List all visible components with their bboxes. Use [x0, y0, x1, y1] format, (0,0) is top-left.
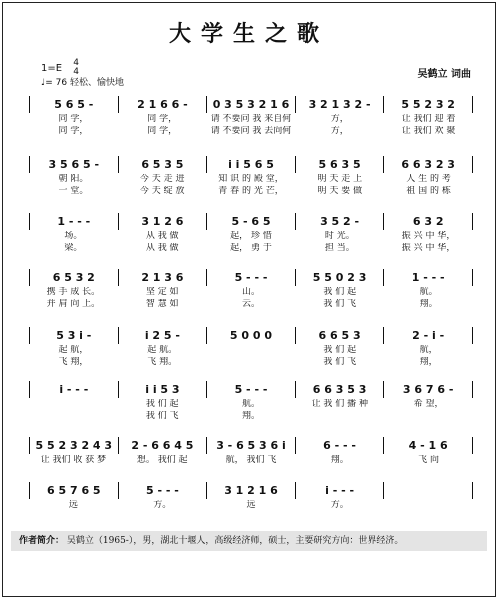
lyric-segment: 航， — [419, 345, 438, 355]
barline — [472, 96, 473, 113]
barline — [472, 213, 473, 230]
lyric-segment — [118, 512, 207, 523]
music-system — [29, 381, 473, 422]
lyric-row — [29, 500, 473, 511]
lyric-segment: 智 慧 如 — [145, 299, 179, 309]
measure: i i 5 6 5 — [228, 158, 274, 171]
lyric-row — [29, 455, 473, 466]
lyric-row — [29, 299, 473, 310]
lyric-segment — [29, 512, 118, 523]
barline — [472, 269, 473, 286]
sheet-music-page — [2, 2, 496, 597]
lyric-segment: 方， — [330, 126, 349, 136]
lyric-segment: 我 们 起 — [323, 287, 357, 297]
lyric-segment: 振 兴 中 华， — [401, 231, 456, 241]
lyric-segment: 飞 向 — [418, 455, 440, 465]
lyric-segment: 我 们 起 — [323, 345, 357, 355]
measure: 6 3 2 — [412, 215, 444, 228]
lyric-segment: 我 们 飞 — [323, 357, 357, 367]
lyric-segment — [384, 467, 473, 478]
lyric-segment: 让 我们 欢 聚 — [401, 126, 456, 136]
lyric-segment — [29, 467, 118, 478]
lyric-segment: 我 们 飞 — [145, 411, 179, 421]
lyric-row — [29, 411, 473, 422]
lyric-segment: 远 — [246, 500, 256, 510]
lyric-row — [29, 174, 473, 185]
lyric-segment: 让 我们 收 获 梦 — [40, 455, 107, 465]
note-row — [29, 327, 473, 344]
lyric-segment — [384, 411, 473, 422]
lyric-segment: 起 航， — [58, 345, 89, 355]
lyric-segment — [207, 512, 296, 523]
lyric-segment: 航， 我们 飞 — [225, 455, 277, 465]
lyric-segment: 从 我 做 — [145, 231, 179, 241]
barline — [472, 156, 473, 173]
lyric-segment — [207, 345, 296, 356]
bio-label: 作者简介： — [19, 536, 65, 546]
measure: 6 5 3 2 — [52, 271, 95, 284]
music-system — [29, 156, 473, 197]
lyric-segment: 飞 翔， — [58, 357, 89, 367]
measure: 5 - - - — [234, 383, 268, 396]
lyric-segment — [295, 512, 384, 523]
note-row — [29, 96, 473, 113]
lyric-segment — [384, 512, 473, 523]
measure: 3 1 2 6 — [141, 215, 184, 228]
measure: 5 5 2 3 2 4 3 — [35, 439, 113, 452]
lyric-segment: 山。 — [241, 287, 260, 297]
lyric-segment: 飞 翔。 — [147, 357, 178, 367]
measure: 1 - - - — [57, 215, 91, 228]
measure: 3 2 1 3 2 - — [308, 98, 371, 111]
measure: 5 - - - — [234, 271, 268, 284]
measure: 5 5 2 3 2 — [401, 98, 455, 111]
lyric-row — [29, 399, 473, 410]
lyric-segment: 同 学， — [58, 126, 89, 136]
measure: 5 - - - — [145, 484, 179, 497]
measure: 6 6 3 2 3 — [401, 158, 455, 171]
measure: 6 5 3 5 — [141, 158, 184, 171]
lyric-row — [29, 287, 473, 298]
measure: 5 6 3 5 — [318, 158, 361, 171]
measure: 3 6 7 6 - — [402, 383, 454, 396]
lyric-segment: 请 不要问 我 来自何 — [210, 114, 292, 124]
lyric-segment: 今 天 绽 放 — [139, 186, 185, 196]
lyric-segment — [295, 411, 384, 422]
lyric-row — [29, 512, 473, 523]
lyric-row — [29, 114, 473, 125]
lyric-row — [29, 231, 473, 242]
lyric-segment — [29, 399, 118, 410]
music-system — [29, 96, 473, 137]
music-system — [29, 213, 473, 254]
lyric-segment: 祖 国 的 栋 — [406, 186, 451, 196]
lyric-segment: 翔。 — [241, 411, 260, 421]
measure: 5 0 0 0 — [229, 329, 273, 342]
lyric-segment: 翔， — [419, 357, 438, 367]
lyric-segment: 云。 — [241, 299, 260, 309]
note-row — [29, 269, 473, 286]
measure: 4 - 1 6 — [408, 439, 448, 452]
lyric-segment: 担 当。 — [324, 243, 355, 253]
lyric-segment: 明 天 要 做 — [317, 186, 363, 196]
lyric-segment: 今 天 走 进 — [139, 174, 185, 184]
lyric-segment: 朝 阳。 — [58, 174, 89, 184]
lyric-segment: 起 航。 — [147, 345, 178, 355]
bio-text: 吴鹤立（1965-），男，湖北十堰人，高级经济师，硕士，主要研究方向：世界经济。 — [66, 536, 404, 546]
music-system — [29, 437, 473, 478]
lyric-segment — [207, 357, 296, 368]
lyric-segment — [29, 411, 118, 422]
author-bio — [11, 531, 487, 551]
lyric-segment: 请 不要问 我 去向何 — [210, 126, 292, 136]
measure: 6 5 7 6 5 — [47, 484, 101, 497]
lyric-segment: 携 手 成 长。 — [46, 287, 101, 297]
measure: 3 1 2 1 6 — [224, 484, 278, 497]
lyric-segment: 希 望， — [413, 399, 444, 409]
note-row — [29, 213, 473, 230]
lyric-segment: 时 光。 — [324, 231, 355, 241]
lyric-segment: 人 生 的 考 — [406, 174, 451, 184]
lyric-segment: 同 学， — [147, 126, 178, 136]
lyric-segment: 梁。 — [64, 243, 83, 253]
lyric-row — [29, 345, 473, 356]
lyric-segment: 让 我 们 播 种 — [311, 399, 369, 409]
lyric-segment: 坚 定 如 — [145, 287, 179, 297]
song-title: 大学生之歌 — [168, 21, 329, 47]
composer-credit: 吴鹤立 词曲 — [417, 69, 471, 80]
measure: i 2 5 - — [144, 329, 180, 342]
measure: 5 3 i - — [56, 329, 92, 342]
barline — [472, 437, 473, 454]
lyric-segment: 场。 — [64, 231, 83, 241]
lyric-row — [29, 357, 473, 368]
measure: 5 - 6 5 — [231, 215, 271, 228]
time-bottom: 4 — [73, 67, 79, 77]
lyric-row — [29, 126, 473, 137]
lyric-segment — [295, 467, 384, 478]
lyric-segment: 起， 勇 于 — [230, 243, 272, 253]
measure: 5 5 0 2 3 — [312, 271, 367, 284]
tempo-marking: ♩= 76 轻松、愉快地 — [41, 78, 124, 88]
lyric-segment: 我 们 起 — [145, 399, 179, 409]
measure: 2 - i - — [412, 329, 445, 342]
barline — [472, 381, 473, 398]
measure: 3 - 6 5 3 6 i — [216, 439, 286, 452]
lyric-segment: 从 我 做 — [145, 243, 179, 253]
measure: 3 5 2 - — [320, 215, 360, 228]
measure: 5 6 5 - — [54, 98, 94, 111]
lyric-segment — [118, 467, 207, 478]
measure: 6 6 5 3 — [318, 329, 361, 342]
measure: 2 - 6 6 4 5 — [131, 439, 194, 452]
lyric-segment: 起， 珍 惜 — [230, 231, 272, 241]
lyric-segment: 想。 我们 起 — [136, 455, 188, 465]
measure: 2 1 3 6 — [141, 271, 184, 284]
measure: 2 1 6 6 - — [137, 98, 188, 111]
measure: i i 5 3 — [145, 383, 180, 396]
lyric-segment: 同 学， — [147, 114, 178, 124]
measure: 1 - - - — [411, 271, 445, 284]
lyric-row — [29, 243, 473, 254]
lyric-segment: 航。 — [419, 287, 438, 297]
lyric-segment: 明 天 走 上 — [317, 174, 363, 184]
music-system — [29, 269, 473, 310]
measure: 6 6 3 5 3 — [312, 383, 367, 396]
lyric-segment: 远 — [68, 500, 78, 510]
measure: 6 - - - — [323, 439, 356, 452]
lyric-segment: 翔。 — [330, 455, 349, 465]
music-system — [29, 327, 473, 368]
lyric-segment: 方。 — [330, 500, 349, 510]
note-row — [29, 437, 473, 454]
key-label: 1=E — [41, 63, 63, 74]
note-row — [29, 156, 473, 173]
measure: i - - - — [59, 383, 89, 396]
lyric-segment: 同 学， — [58, 114, 89, 124]
barline — [472, 327, 473, 344]
lyric-segment: 方， — [330, 114, 349, 124]
measure: i - - - — [325, 484, 355, 497]
lyric-row — [29, 186, 473, 197]
lyric-segment: 方。 — [153, 500, 172, 510]
lyric-segment: 振 兴 中 华， — [401, 243, 456, 253]
lyric-segment: 青 春 的 光 芒， — [218, 186, 284, 196]
measure — [384, 482, 472, 499]
lyric-segment: 知 识 的 殿 堂， — [218, 174, 284, 184]
lyric-segment: 航。 — [241, 399, 260, 409]
time-top: 4 — [73, 58, 79, 68]
lyric-segment — [207, 467, 296, 478]
lyric-segment: 并 肩 向 上。 — [46, 299, 101, 309]
note-row — [29, 482, 473, 499]
measure: 3 5 6 5 - — [48, 158, 100, 171]
note-row — [29, 381, 473, 398]
lyric-segment: 我 们 飞 — [323, 299, 357, 309]
music-system — [29, 482, 473, 523]
lyric-segment — [384, 500, 473, 511]
lyric-segment: 翔。 — [419, 299, 438, 309]
lyric-row — [29, 467, 473, 478]
lyric-segment: 让 我们 迎 着 — [401, 114, 456, 124]
measure: 0 3 5 3 2 1 6 — [212, 98, 290, 111]
barline — [472, 482, 473, 499]
lyric-segment: 一 堂。 — [58, 186, 89, 196]
